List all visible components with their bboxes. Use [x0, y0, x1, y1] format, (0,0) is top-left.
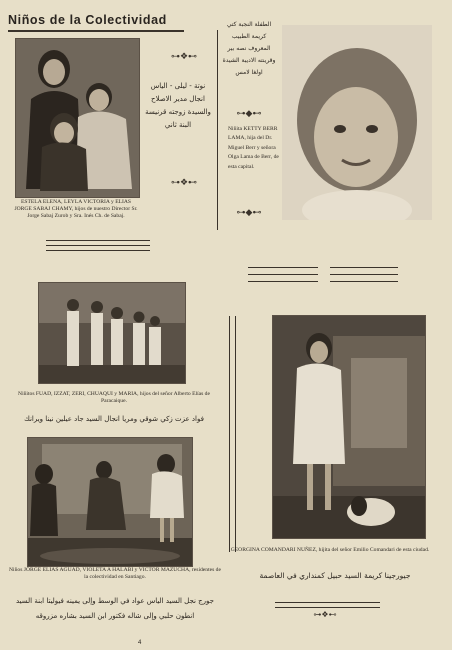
column-divider	[217, 30, 218, 230]
horizontal-rule	[248, 274, 318, 275]
arabic-line: الطفلة النجبة كتي	[226, 21, 272, 28]
arabic-line: والسيدة زوجته قرنيسة	[145, 108, 211, 116]
arabic-line: المعروف نصه بير	[227, 45, 271, 52]
horizontal-rule	[46, 250, 150, 251]
arabic-line: كريمة الطبيب	[231, 33, 267, 40]
photo-chuaqui-children	[38, 282, 186, 384]
ornament-divider: ⊶❖⊷	[313, 610, 337, 619]
horizontal-rule	[248, 281, 318, 282]
ornament-divider: ⊶◆⊷	[236, 208, 262, 218]
arabic-line: انجال مدير الاصلاح	[151, 95, 205, 103]
caption-berr: Niñita KETTY BERR LAMA, hija del Dr. Miguel Berr y señora Olga Lama de Berr, de esta capital.	[228, 126, 279, 170]
ornament-divider: ⊶❖⊷	[170, 52, 198, 62]
horizontal-rule	[275, 602, 380, 603]
column-divider	[235, 316, 236, 552]
caption-chuaqui: Niñitos FUAD, IZZAT, ZERI, CHUAQUI y MARIA, hijos del señor Alberto Elías de Paracaique.	[18, 391, 210, 404]
arabic-caption-berr	[219, 19, 279, 79]
arabic-line: وقرينته الاديبة الشيدة	[222, 57, 276, 64]
horizontal-rule	[330, 281, 398, 282]
page-number: 4	[138, 640, 142, 646]
arabic-line: انطون حلبي وإلى شاله فكتور ابن السيد بشاره مزروقه	[35, 612, 195, 620]
caption-comandari: GEORGINA COMANDARI NUÑEZ, hijita del señor Emilio Comandari de esta ciudad.	[230, 547, 430, 553]
horizontal-rule	[248, 267, 318, 268]
arabic-line: نوتة - ليلى - الياس	[150, 82, 206, 90]
horizontal-rule	[330, 274, 398, 275]
photo-ketty-berr	[282, 25, 432, 220]
title-underline	[8, 30, 184, 32]
horizontal-rule	[46, 240, 150, 241]
section-title: Niños de la Colectividad	[8, 13, 167, 27]
arabic-caption-comandari: جيورجينا كريمة السيد حبيل كمنداري في العاصمة	[259, 571, 411, 580]
ornament-divider: ⊶◆⊷	[236, 109, 262, 119]
photo-chamy-children	[15, 38, 140, 198]
horizontal-rule	[46, 245, 150, 246]
ornament-divider: ⊶❖⊷	[170, 178, 198, 188]
horizontal-rule	[330, 267, 398, 268]
arabic-line: البنة ثاني	[164, 121, 192, 129]
arabic-caption-chamy	[140, 80, 216, 132]
photo-georgina-comandari	[272, 315, 426, 539]
horizontal-rule	[275, 607, 380, 608]
arabic-line: جورج نجل السيد الياس عواد في الوسط وإلى يمينه فيوليتا ابنة السيد	[16, 597, 214, 605]
arabic-line: اولغا لامس	[235, 69, 263, 76]
caption-aguad: Niños JORGE ELIAS AGUAD, VIOLETA A HALABI y VICTOR MAZUCHA, residentes de la colectividad en Santiago.	[9, 567, 221, 580]
arabic-caption-aguad	[8, 594, 222, 624]
arabic-caption-chuaqui: فواد عزت زكي شوقي ومريا انجال السيد جاد عيلين نينا ويرانك	[24, 415, 204, 423]
photo-aguad-halabi-mazucha	[27, 437, 193, 567]
column-divider	[229, 316, 230, 552]
caption-chamy: ESTELA ELENA, LEYLA VICTORIA y ELIAS JORGE SABAJ CHAMY, hijos de nuestro Director Sr. Jorge Sabaj Zurob y Sra. Inés Ch. de Sabaj.	[14, 199, 138, 219]
